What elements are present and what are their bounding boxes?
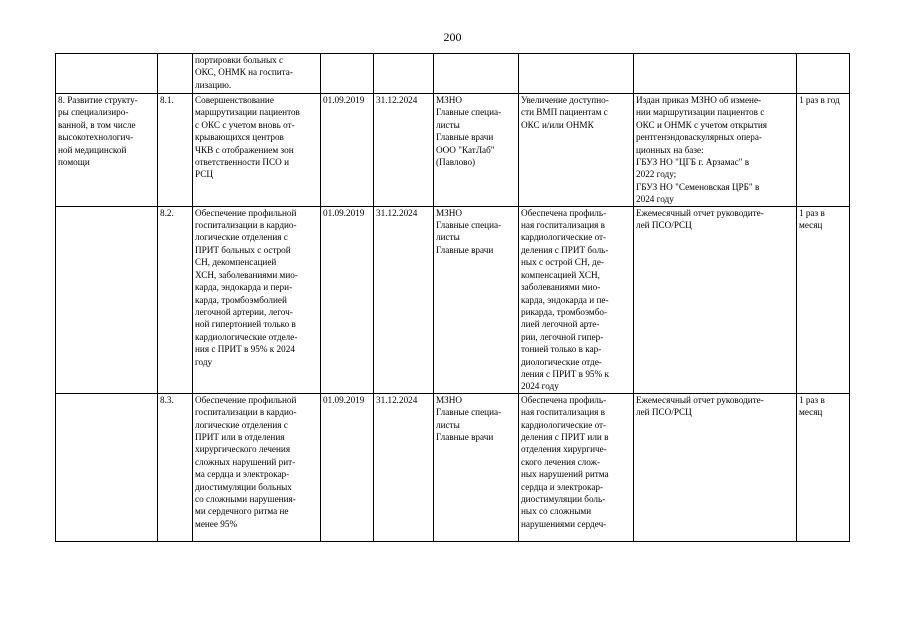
cell-text-line: РСЦ <box>195 169 213 180</box>
cell-text-line: нии маршрутизации пациентов с <box>636 107 765 118</box>
cell-text-line: Главные врачи <box>436 132 494 143</box>
cell-text: 8.3. <box>160 394 174 405</box>
cell-text-line: диологические отде- <box>521 356 602 367</box>
cell-text-line: кардиологические отделе- <box>195 331 298 342</box>
cell-text-line: листы <box>436 419 460 430</box>
cell-text-line: рикарда, тромбоэмбо- <box>521 306 608 317</box>
cell-start-date <box>321 94 374 207</box>
cell-text-line: Ежемесячный отчет руководите- <box>636 394 764 405</box>
cell-text-line: ных со сложными <box>521 506 592 517</box>
cell-number <box>158 393 193 541</box>
cell-text-line: карда, эндокарда и пери- <box>195 282 293 293</box>
cell-number <box>158 54 193 94</box>
cell-text-line: диостимуляции больных <box>195 481 292 492</box>
cell-text-line: ского лечения слож- <box>521 456 601 467</box>
table-row <box>56 54 850 94</box>
cell-text-line: 2024 году <box>636 194 674 205</box>
cell-executors <box>434 393 519 541</box>
cell-text-line: помощи <box>58 157 90 168</box>
cell-result <box>519 94 634 207</box>
cell-text-line: карда, тромбоэмболией <box>195 294 287 305</box>
cell-text-line: Главные специа- <box>436 407 502 418</box>
cell-result <box>519 54 634 94</box>
cell-text-line: лей ПСО/РСЦ <box>636 407 692 418</box>
cell-result <box>519 206 634 393</box>
cell-text-line: заболеваниями мио- <box>521 282 601 293</box>
table-row <box>56 393 850 541</box>
cell-text: 8.1. <box>160 95 174 105</box>
cell-text-line: ния с ПРИТ в 95% к 2024 <box>195 344 295 355</box>
cell-section <box>56 54 158 94</box>
cell-control <box>634 393 797 541</box>
cell-text-line: диостимуляции боль- <box>521 494 606 504</box>
cell-result <box>519 393 634 541</box>
cell-executors <box>434 94 519 207</box>
cell-text-line: Главные врачи <box>436 244 494 255</box>
cell-section <box>56 206 158 393</box>
cell-number <box>158 206 193 393</box>
cell-control <box>634 54 797 94</box>
cell-text-line: логические отделения с <box>195 419 288 430</box>
cell-text-line: ОКС и ОНМК с учетом открытия <box>636 119 768 130</box>
cell-text-line: 2022 году; <box>636 169 677 180</box>
cell-text-line: Главные врачи <box>436 431 494 442</box>
cell-action <box>193 393 321 541</box>
cell-text-line: ГБУЗ НО "Семеновская ЦРБ" в <box>636 181 760 192</box>
cell-text-line: сти ВМП пациентам с <box>521 107 608 118</box>
cell-text-line: 2024 году <box>521 381 559 392</box>
cell-text-line: ответственности ПСО и <box>195 157 290 168</box>
cell-number <box>158 94 193 207</box>
cell-text-line: ХСН, заболеваниями мио- <box>195 269 298 280</box>
page-number: 200 <box>443 30 462 44</box>
cell-text: 31.12.2024 <box>376 95 418 105</box>
cell-text-line: нарушениями сердеч- <box>521 518 607 529</box>
cell-text-line: СН, декомпенсацией <box>195 257 277 268</box>
cell-text-line: ры специализиро- <box>58 107 129 118</box>
cell-text-line: компенсацией ХСН, <box>521 269 600 280</box>
cell-text-line: МЗНО <box>436 95 463 105</box>
cell-start-date <box>321 54 374 94</box>
cell-text-line: ной медицинской <box>58 144 127 155</box>
cell-period <box>797 393 850 541</box>
cell-text-line: МЗНО <box>436 394 463 405</box>
cell-text-line: госпитализации в кардио- <box>195 220 297 231</box>
cell-text-line: логические отделения с <box>195 232 288 243</box>
cell-text-line: менее 95% <box>195 518 238 529</box>
cell-text: 31.12.2024 <box>376 207 418 218</box>
cell-text-line: Главные специа- <box>436 220 502 231</box>
cell-executors <box>434 206 519 393</box>
cell-text-line: ПРИТ больных с острой <box>195 244 291 255</box>
cell-text-line: листы <box>436 232 460 243</box>
cell-text-line: легочной артерии, легоч- <box>195 306 293 317</box>
cell-text-line: ЧКВ с отображением зон <box>195 144 294 155</box>
cell-text-line: ванной, в том числе <box>58 119 136 130</box>
cell-text-line: крывающихся центров <box>195 132 284 143</box>
cell-text-line: 1 раз в год <box>799 95 840 105</box>
cell-text: 8.2. <box>160 207 174 218</box>
cell-text-line: ОКС и/или ОНМК <box>521 119 594 130</box>
cell-text-line: Совершенствование <box>195 95 274 105</box>
cell-text-line: сложных нарушений рит- <box>195 456 296 467</box>
cell-text-line: Издан приказ МЗНО об измене- <box>636 95 762 105</box>
cell-text-line: Увеличение доступно- <box>521 95 609 105</box>
cell-text-line: 8. Развитие структу- <box>58 95 138 105</box>
cell-end-date <box>374 54 434 94</box>
cell-text-line: кардиологические от- <box>521 419 607 430</box>
cell-text-line: месяц <box>799 407 823 418</box>
cell-text-line: высокотехнологич- <box>58 132 134 143</box>
table-row <box>56 94 850 207</box>
cell-text-line: месяц <box>799 220 823 231</box>
cell-text-line: хирургического лечения <box>195 444 291 455</box>
cell-text-line: 1 раз в <box>799 394 825 405</box>
cell-text-line: отделения хирургиче- <box>521 444 607 455</box>
cell-text-line: сердца и электрокар- <box>521 481 604 492</box>
plan-table <box>55 53 850 542</box>
cell-start-date <box>321 206 374 393</box>
cell-text-line: Главные специа- <box>436 107 502 118</box>
cell-text-line: Обеспечение профильной <box>195 207 297 218</box>
cell-text-line: с ОКС с учетом вновь от- <box>195 119 295 130</box>
cell-text-line: рии, легочной гипер- <box>521 331 604 342</box>
cell-text-line: тонией только в кар- <box>521 344 602 355</box>
cell-text-line: ных с острой СН, де- <box>521 257 604 268</box>
cell-text-line: кардиологические от- <box>521 232 607 243</box>
cell-control <box>634 94 797 207</box>
cell-end-date <box>374 393 434 541</box>
cell-start-date <box>321 393 374 541</box>
cell-text-line: деления с ПРИТ боль- <box>521 244 609 255</box>
cell-period <box>797 94 850 207</box>
cell-text-line: Обеспечение профильной <box>195 394 297 405</box>
cell-text-line: ционных на базе: <box>636 144 704 155</box>
cell-text-line: карда, эндокарда и пе- <box>521 294 609 305</box>
cell-text-line: ОКС, ОНМК на госпита- <box>195 67 293 78</box>
cell-text-line: 1 раз в <box>799 207 825 218</box>
cell-text: 01.09.2019 <box>323 207 365 218</box>
cell-text: 31.12.2024 <box>376 394 418 405</box>
cell-text-line: госпитализации в кардио- <box>195 407 297 418</box>
cell-action <box>193 206 321 393</box>
cell-text-line: лизацию. <box>195 79 232 90</box>
cell-text-line: ми сердечного ритма не <box>195 506 289 517</box>
cell-text: 01.09.2019 <box>323 95 365 105</box>
cell-text-line: Обеспечена профиль- <box>521 207 607 218</box>
cell-text-line: маршрутизации пациентов <box>195 107 300 118</box>
cell-text-line: листы <box>436 119 460 130</box>
cell-text-line: ООО "КатЛаб" <box>436 144 495 155</box>
cell-text-line: рентгенэндоваскулярных опера- <box>636 132 762 143</box>
cell-text-line: году <box>195 356 213 367</box>
cell-text-line: (Павлово) <box>436 157 476 168</box>
cell-text-line: ная госпитализация в <box>521 407 605 418</box>
cell-action <box>193 54 321 94</box>
cell-text-line: лией легочной арте- <box>521 319 600 330</box>
cell-section <box>56 94 158 207</box>
cell-executors <box>434 54 519 94</box>
cell-text-line: ма сердца и электрокар- <box>195 469 290 480</box>
cell-section <box>56 393 158 541</box>
cell-text-line: ГБУЗ НО "ЦГБ г. Арзамас" в <box>636 157 750 168</box>
cell-period <box>797 54 850 94</box>
cell-end-date <box>374 206 434 393</box>
cell-end-date <box>374 94 434 207</box>
cell-text-line: ных нарушений ритма <box>521 469 609 480</box>
cell-text-line: ная госпитализация в <box>521 220 605 231</box>
cell-text-line: Ежемесячный отчет руководите- <box>636 207 764 218</box>
table-row <box>56 206 850 393</box>
cell-text-line: портировки больных с <box>195 55 284 65</box>
cell-action <box>193 94 321 207</box>
cell-text-line: лей ПСО/РСЦ <box>636 220 692 231</box>
cell-text: 01.09.2019 <box>323 394 365 405</box>
cell-text-line: ПРИТ или в отделения <box>195 431 285 442</box>
cell-text-line: деления с ПРИТ или в <box>521 431 609 442</box>
cell-text-line: МЗНО <box>436 207 463 218</box>
cell-text-line: Обеспечена профиль- <box>521 394 607 405</box>
cell-text-line: со сложными нарушения- <box>195 494 296 504</box>
cell-text-line: ления с ПРИТ в 95% к <box>521 368 609 379</box>
cell-period <box>797 206 850 393</box>
cell-text-line: ной гипертонией только в <box>195 319 296 330</box>
cell-control <box>634 206 797 393</box>
